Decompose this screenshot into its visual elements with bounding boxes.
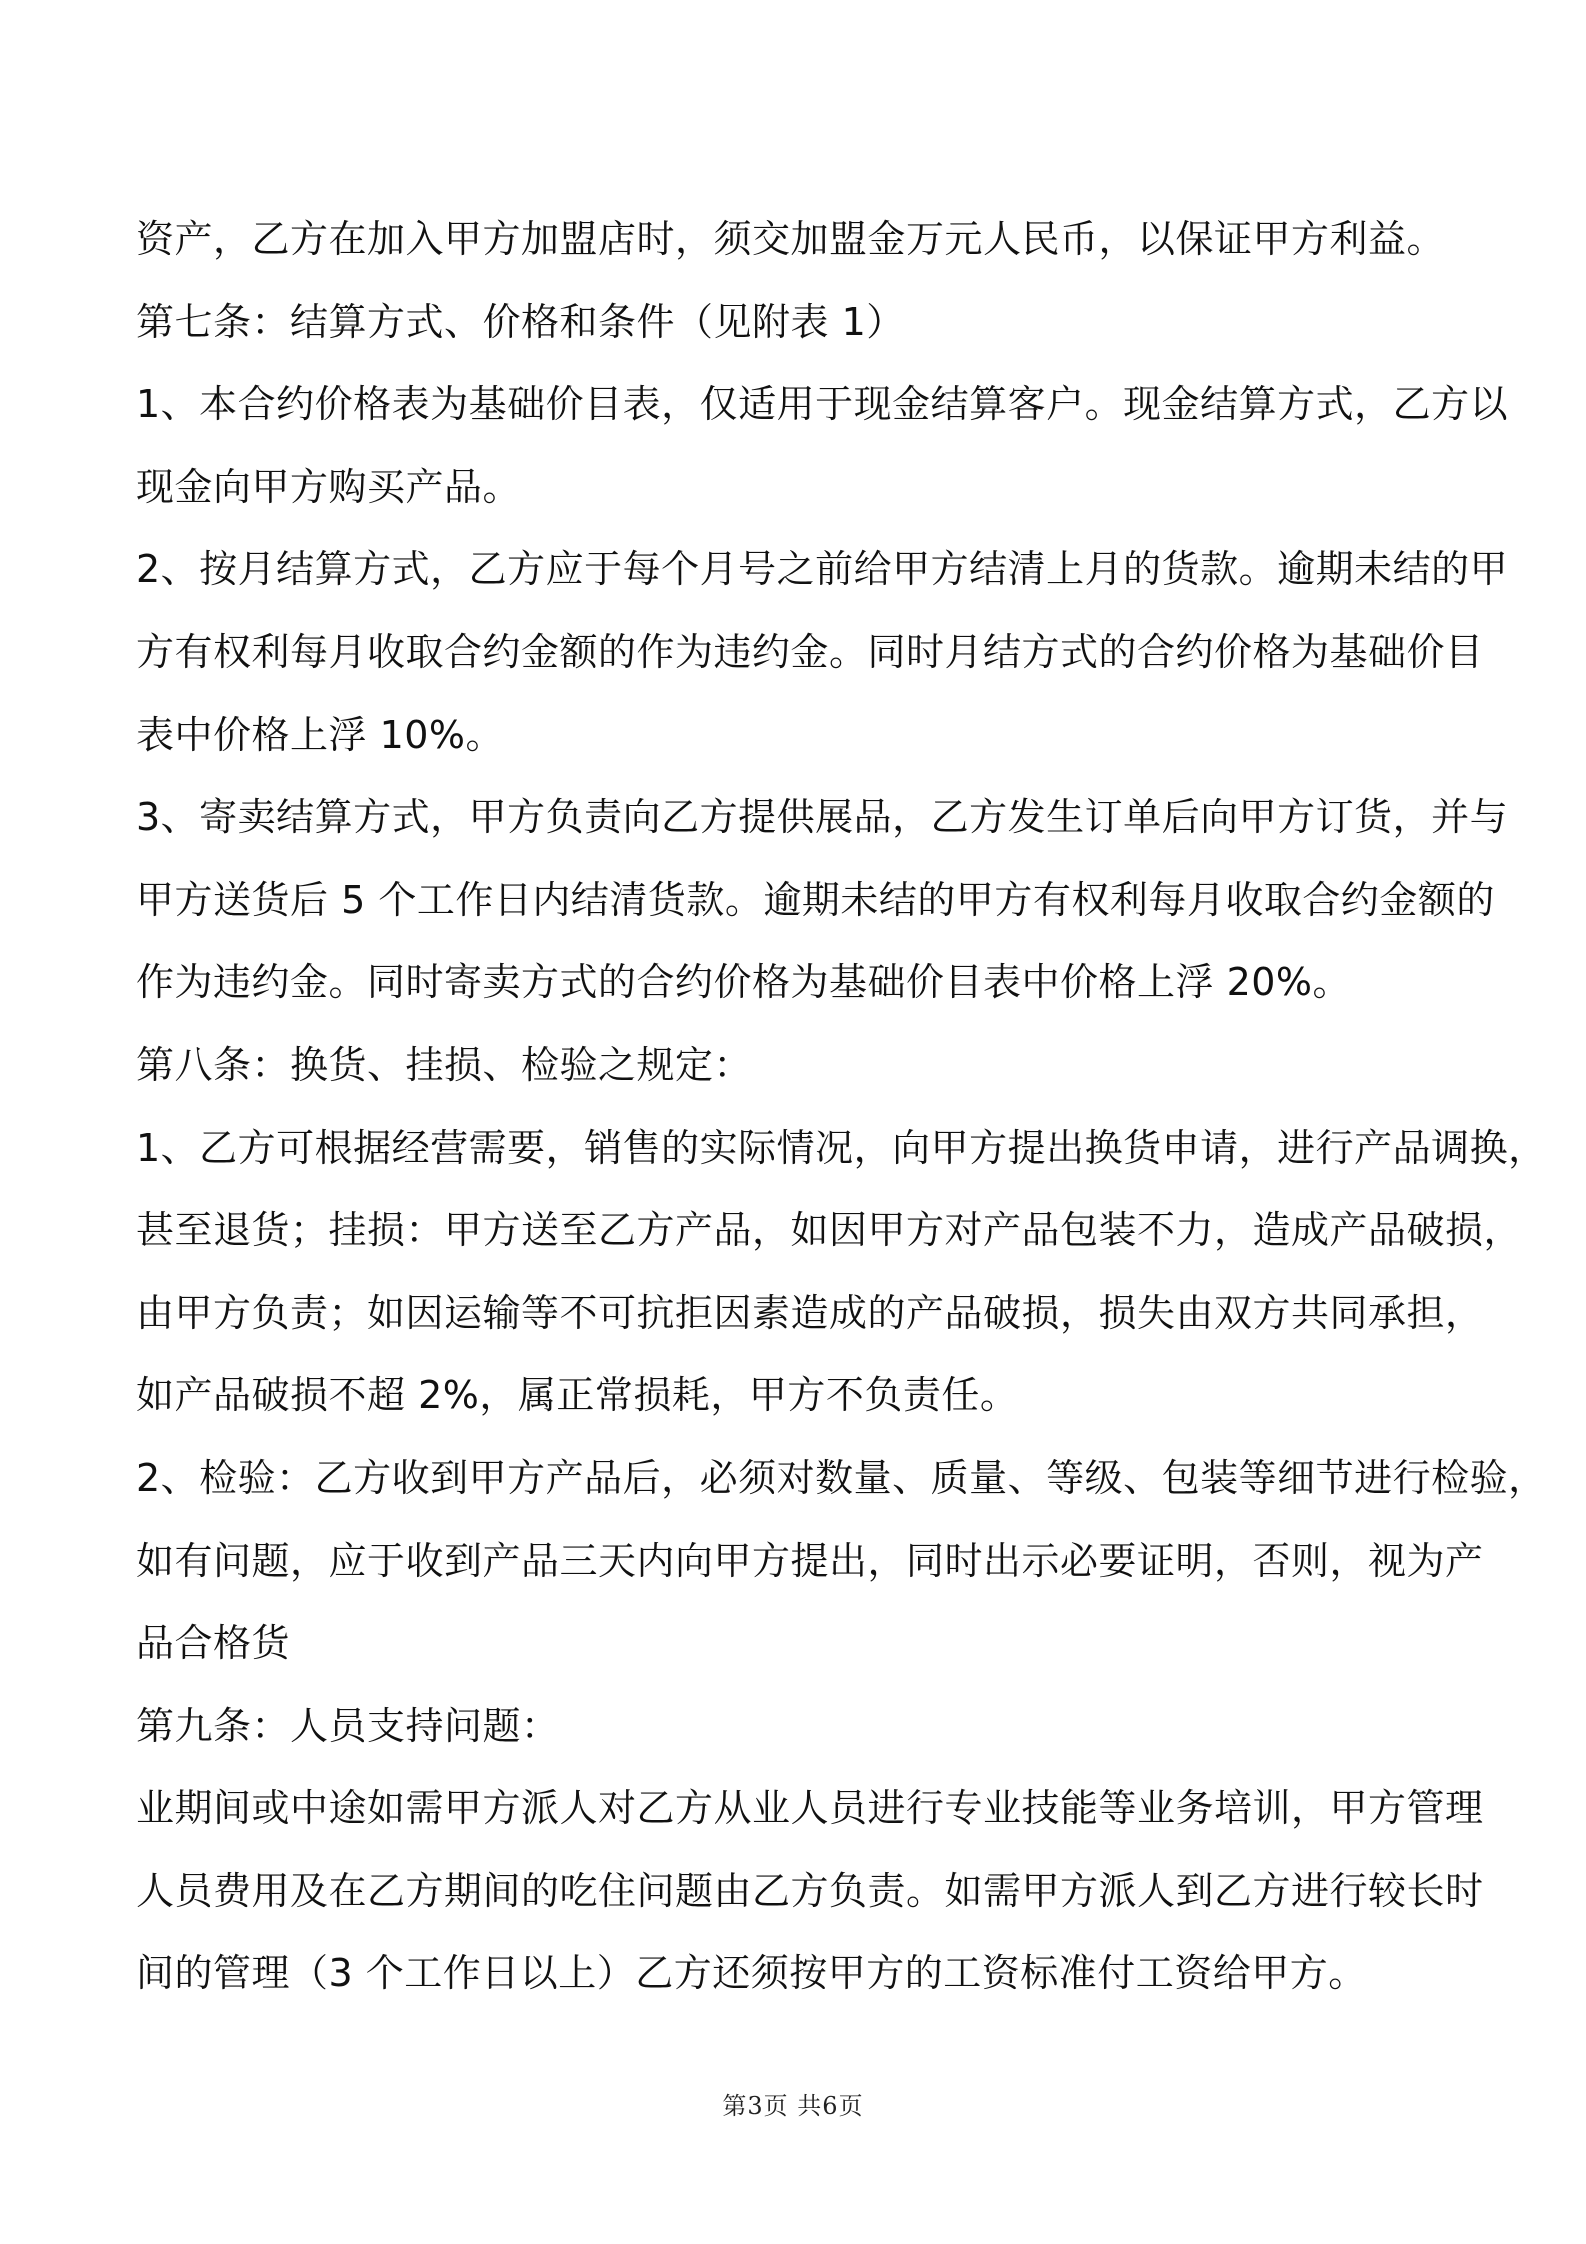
text-line: 如有问题，应于收到产品三天内向甲方提出，同时出示必要证明，否则，视为产 [136,1538,1484,1583]
section-heading-article-9: 第九条：人员支持问题： [136,1703,560,1748]
text-line: 作为违约金。同时寄卖方式的合约价格为基础价目表中价格上浮 20%。 [136,960,1352,1005]
text-line: 1、乙方可根据经营需要，销售的实际情况，向甲方提出换货申请，进行产品调换， [136,1125,1547,1170]
text-line: 如产品破损不超 2%，属正常损耗，甲方不负责任。 [136,1373,1019,1418]
text-line: 2、按月结算方式，乙方应于每个月号之前给甲方结清上月的货款。逾期未结的甲 [136,547,1509,592]
text-line: 间的管理（3 个工作日以上）乙方还须按甲方的工资标准付工资给甲方。 [136,1951,1367,1996]
text-line: 2、检验：乙方收到甲方产品后，必须对数量、质量、等级、包装等细节进行检验， [136,1455,1547,1500]
text-line: 资产，乙方在加入甲方加盟店时，须交加盟金万元人民币，以保证甲方利益。 [136,217,1446,261]
text-line: 业期间或中途如需甲方派人对乙方从业人员进行专业技能等业务培训，甲方管理 [136,1786,1484,1831]
text-line: 甲方送货后 5 个工作日内结清货款。逾期未结的甲方有权利每月收取合约金额的 [136,877,1495,922]
text-line: 1、本合约价格表为基础价目表，仅适用于现金结算客户。现金结算方式，乙方以 [136,382,1509,427]
text-line: 现金向甲方购买产品。 [136,464,522,509]
text-line: 品合格货 [136,1621,291,1666]
document-body [136,198,1547,2015]
page-number-footer: 第3页 共6页 [722,2092,864,2120]
text-line: 由甲方负责；如因运输等不可抗拒因素造成的产品破损，损失由双方共同承担， [136,1290,1484,1335]
text-line: 方有权利每月收取合约金额的作为违约金。同时月结方式的合约价格为基础价目 [136,629,1484,674]
text-line: 3、寄卖结算方式，甲方负责向乙方提供展品，乙方发生订单后向甲方订货，并与 [136,795,1509,840]
section-heading-article-8: 第八条：换货、挂损、检验之规定： [136,1042,753,1087]
text-line: 表中价格上浮 10%。 [136,712,505,757]
section-heading-article-7: 第七条：结算方式、价格和条件（见附表 1） [136,299,905,344]
text-line: 甚至退货；挂损：甲方送至乙方产品，如因甲方对产品包装不力，造成产品破损， [136,1208,1523,1253]
text-line: 人员费用及在乙方期间的吃住问题由乙方负责。如需甲方派人到乙方进行较长时 [136,1868,1484,1913]
